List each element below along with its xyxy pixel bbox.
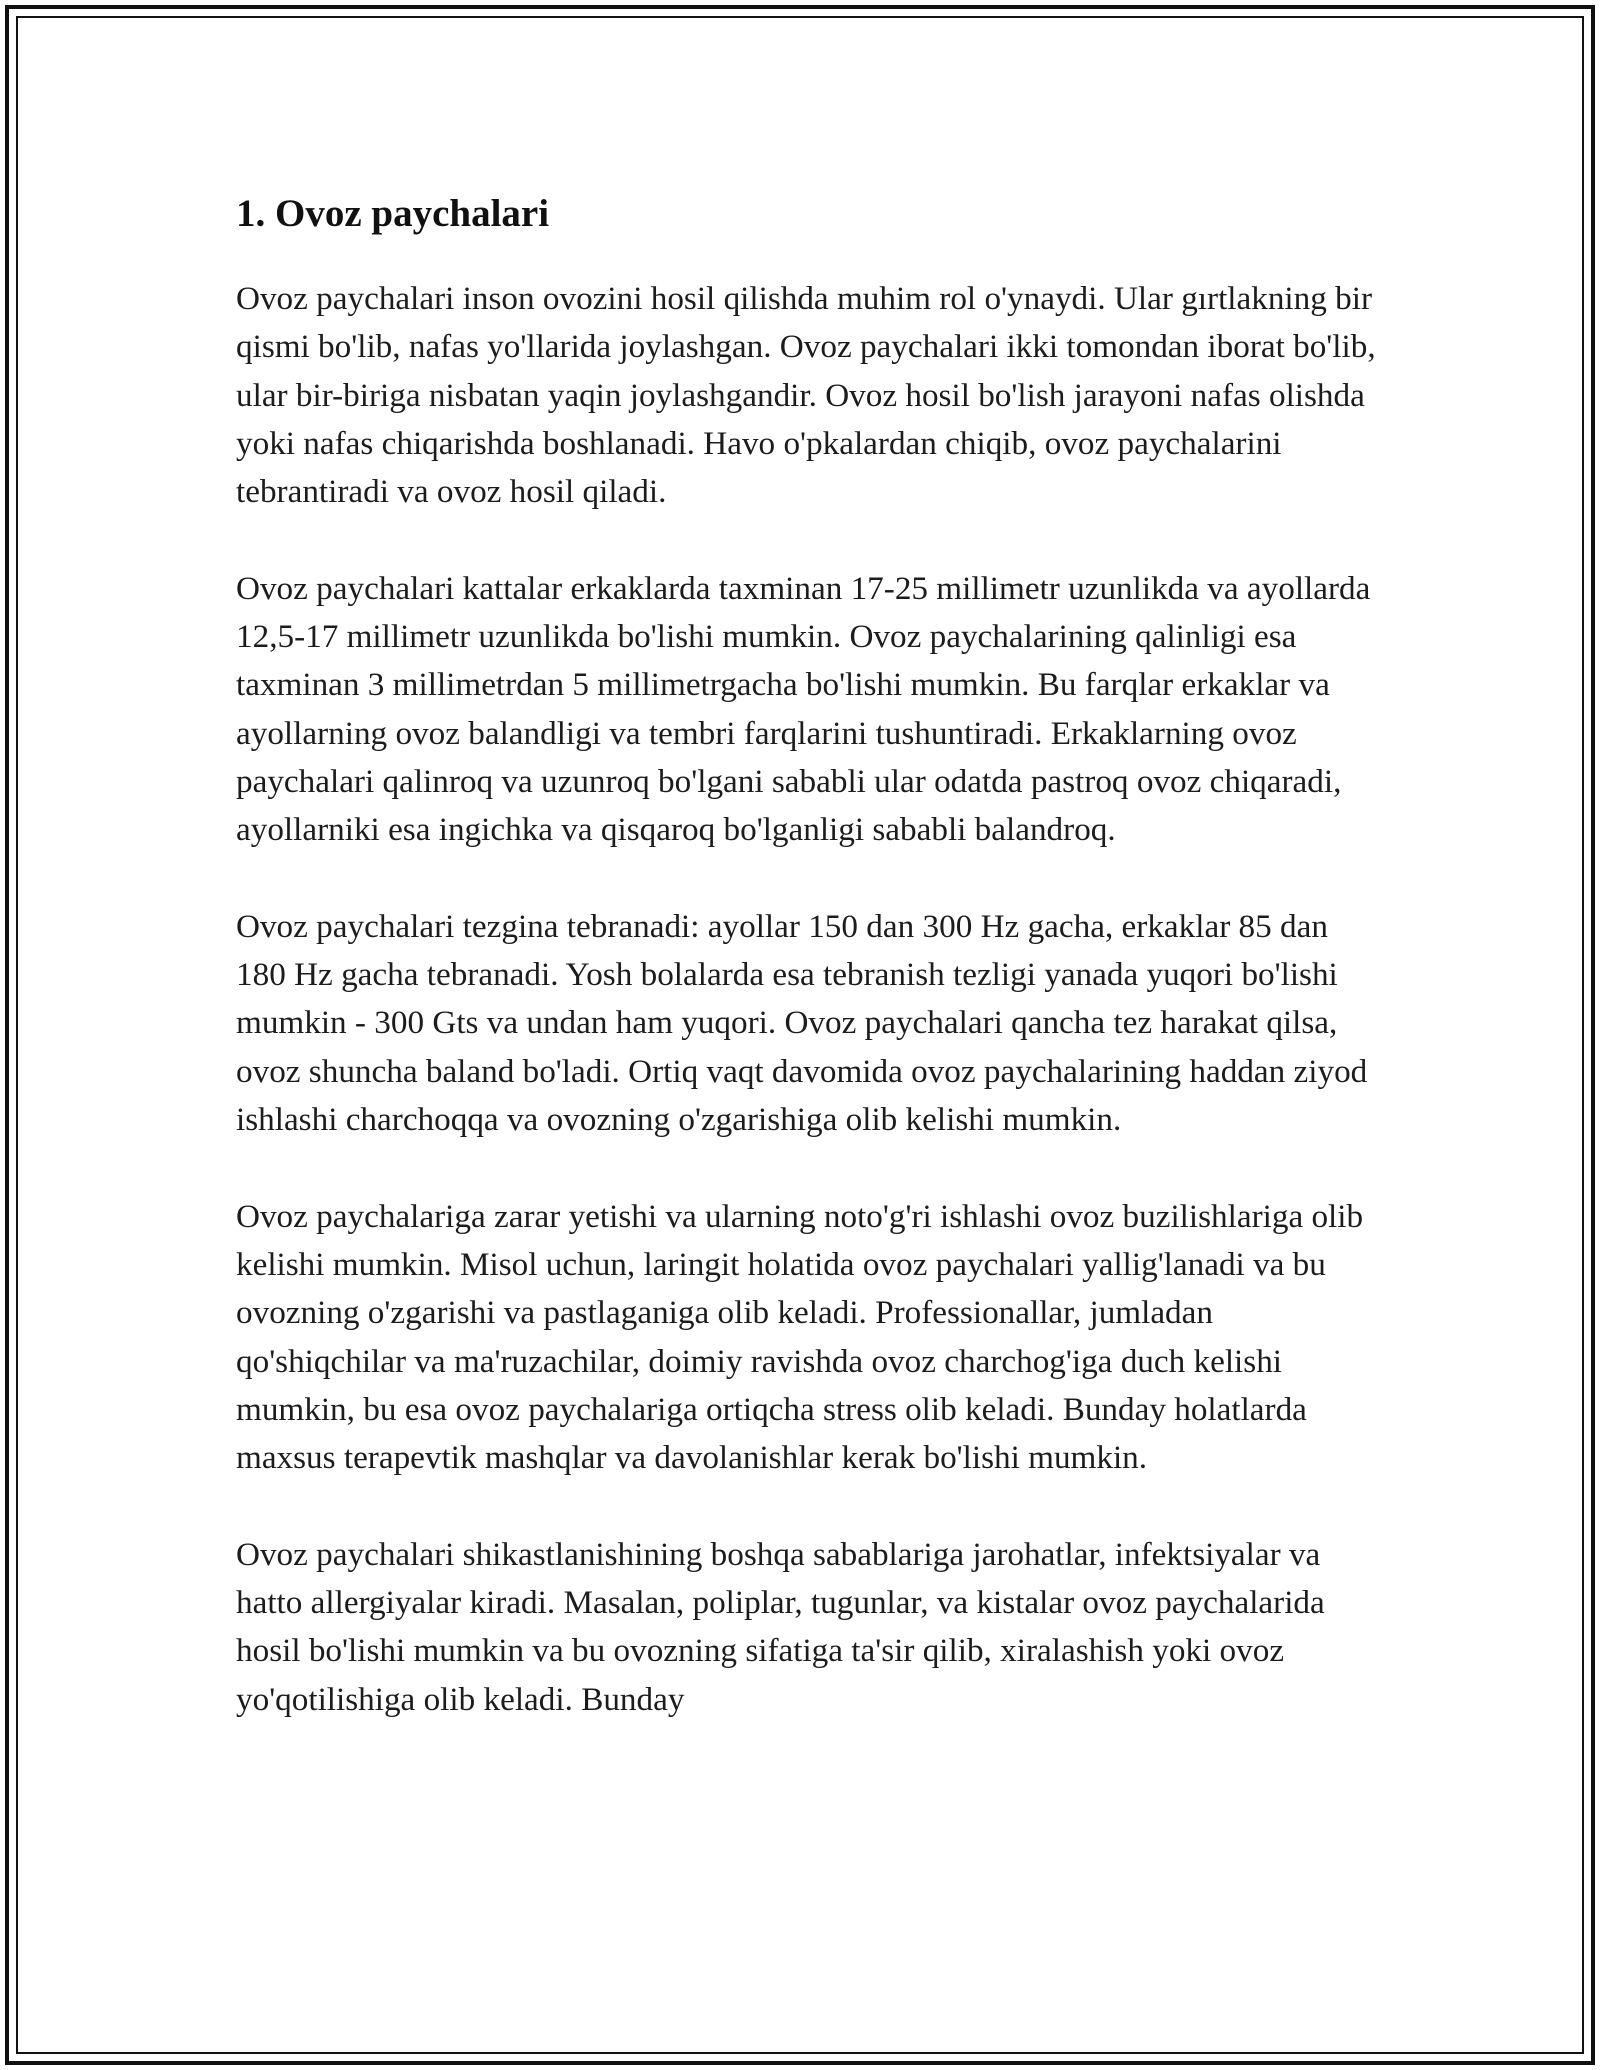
document-body <box>236 188 1376 1772</box>
paragraph-5: Ovoz paychalari shikastlanishining boshqa sabablariga jarohatlar, infektsiyalar va hatto allergiyalar kiradi. Masalan, poliplar, tugunlar, va kistalar ovoz paychalarida hosil bo'lishi mumkin va bu ovozning sifatiga ta'sir qilib, xiralashish yoki ovoz yo'qotilishiga olib keladi. Bunday <box>236 1535 1325 1718</box>
section-heading: 1. Ovoz paychalari <box>236 192 550 235</box>
paragraph-3: Ovoz paychalari tezgina tebranadi: ayollar 150 dan 300 Hz gacha, erkaklar 85 dan 180 Hz gacha tebranadi. Yosh bolalarda esa tebranish tezligi yanada yuqori bo'lishi mumkin - 300 Gts va undan ham yuqori. Ovoz paychalari qancha tez harakat qilsa, ovoz shuncha baland bo'ladi. Ortiq vaqt davomida ovoz paychalarining haddan ziyod ishlashi charchoqqa va ovozning o'zgarishiga olib kelishi mumkin. <box>236 907 1368 1139</box>
paragraph-4: Ovoz paychalariga zarar yetishi va ularning noto'g'ri ishlashi ovoz buzilishlariga olib kelishi mumkin. Misol uchun, laringit holatida ovoz paychalari yallig'lanadi va bu ovozning o'zgarishi va pastlaganiga olib keladi. Professionallar, jumladan qo'shiqchilar va ma'ruzachilar, doimiy ravishda ovoz charchog'iga duch kelishi mumkin, bu esa ovoz paychalariga ortiqcha stress olib keladi. Bunday holatlarda maxsus terapevtik mashqlar va davolanishlar kerak bo'lishi mumkin. <box>236 1197 1364 1477</box>
paragraph-2: Ovoz paychalari kattalar erkaklarda taxminan 17-25 millimetr uzunlikda va ayollarda 12,5-17 millimetr uzunlikda bo'lishi mumkin. Ovoz paychalarining qalinligi esa taxminan 3 millimetrdan 5 millimetrgacha bo'lishi mumkin. Bu farqlar erkaklar va ayollarning ovoz balandligi va tembri farqlarini tushuntiradi. Erkaklarning ovoz paychalari qalinroq va uzunroq bo'lgani sababli ular odatda pastroq ovoz chiqaradi, ayollarniki esa ingichka va qisqaroq bo'lganligi sababli balandroq. <box>236 569 1371 849</box>
paragraph-1: Ovoz paychalari inson ovozini hosil qilishda muhim rol o'ynaydi. Ular gırtlakning bir qismi bo'lib, nafas yo'llarida joylashgan. Ovoz paychalari ikki tomondan iborat bo'lib, ular bir-biriga nisbatan yaqin joylashgandir. Ovoz hosil bo'lish jarayoni nafas olishda yoki nafas chiqarishda boshlanadi. Havo o'pkalardan chiqib, ovoz paychalarini tebrantiradi va ovoz hosil qiladi. <box>236 280 1376 511</box>
